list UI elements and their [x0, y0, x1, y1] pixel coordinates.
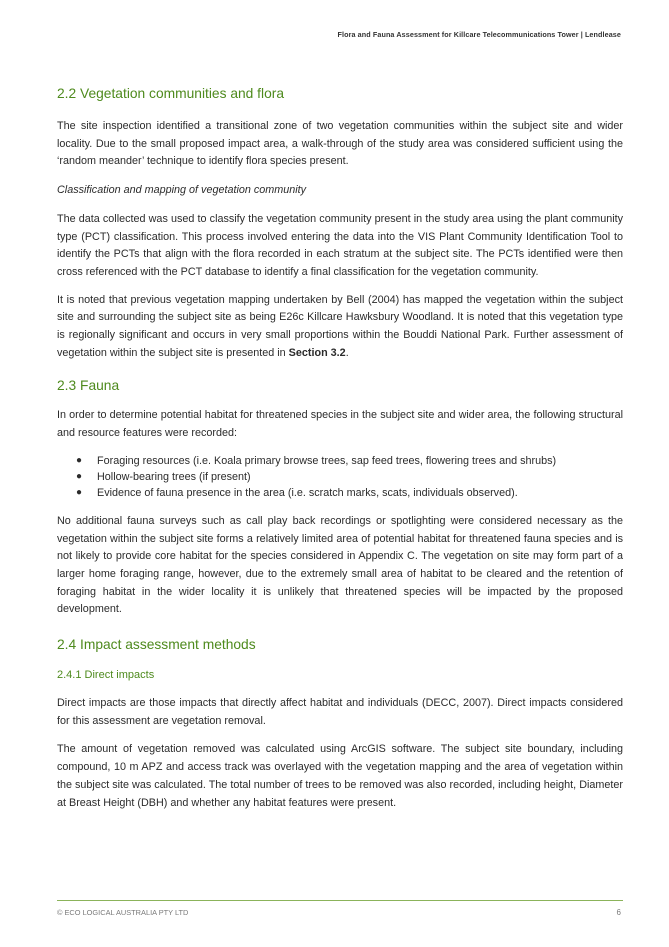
list-item [57, 453, 623, 469]
list-item [57, 485, 623, 501]
paragraph-fauna-surveys: No additional fauna surveys such as call play back recordings or spotlighting were considered necessary as the vegetation within the subject site forms a relatively limited area of potential habitat for threatened fauna species and is not likely to provide core habitat for the species considered in Appendix C. The vegetation on site may form part of a larger home foraging range, however, due to the extremely small area of habitat to be cleared and the retention of foraging habitat in the wider locality it is unlikely that threatened species will be impacted by the proposed development. [57, 514, 623, 616]
list-item-text: Foraging resources (i.e. Koala primary browse trees, sap feed trees, flowering trees and shrubs) [97, 454, 557, 467]
section-heading-vegetation: 2.2 Vegetation communities and flora [57, 86, 285, 101]
footer-copyright: © ECO LOGICAL AUSTRALIA PTY LTD [57, 908, 189, 917]
subheading-classification: Classification and mapping of vegetation community [57, 184, 307, 197]
bullet-icon: ● [76, 486, 83, 498]
footer-rule [57, 900, 623, 901]
running-header: Flora and Fauna Assessment for Killcare Telecommunications Tower | Lendlease [337, 30, 621, 39]
paragraph-previous-mapping [57, 292, 623, 363]
paragraph-end-punctuation: . [345, 346, 349, 359]
paragraph-site-inspection: The site inspection identified a transitional zone of two vegetation communities within the subject site and wider locality. Due to the small proposed impact area, a walk-through of the study area was considered sufficient using the ‘random meander’ technique to identify flora species present. [57, 120, 623, 168]
paragraph-fauna-intro: In order to determine potential habitat for threatened species in the subject site and wider area, the following structural and resource features were recorded: [57, 409, 623, 440]
paragraph-pct-classification: The data collected was used to classify the vegetation community present in the study area using the plant community type (PCT) classification. This process involved entering the data into the VIS Plant Community Identification Tool to identify the PCTs that align with the flora recorded in each stratum at the subject site. The PCTs identified were then cross referenced with the PCT database to identify a final classification for the vegetation community. [57, 212, 623, 278]
section-heading-fauna: 2.3 Fauna [57, 378, 120, 394]
paragraph-vegetation-removed: The amount of vegetation removed was calculated using ArcGIS software. The subject site boundary, including compound, 10 m APZ and access track was overlayed with the vegetation mapping and the area of vegetation within the subject site was calculated. The total number of trees to be removed was also recorded, including height, Diameter at Breast Height (DBH) and whether any habitat features were present. [57, 743, 623, 809]
page-content [57, 84, 623, 812]
list-item [57, 469, 623, 485]
paragraph-direct-impacts: Direct impacts are those impacts that directly affect habitat and individuals (DECC, 2007). Direct impacts considered for this assessment are vegetation removal. [57, 697, 623, 727]
subsection-heading-direct-impacts: 2.4.1 Direct impacts [57, 669, 155, 682]
page-number: 6 [616, 908, 621, 917]
paragraph-previous-mapping-text: It is noted that previous vegetation mapping undertaken by Bell (2004) has mapped the vegetation within the subject site and surrounding the subject site as being E26c Killcare Hawksbury Woodland. It is noted that this vegetation type is regionally significant and occurs in very small proportions within the Bouddi National Park. Further assessment of vegetation within the subject site is presented in [57, 293, 623, 359]
list-item-text: Hollow-bearing trees (if present) [97, 470, 251, 483]
bullet-icon: ● [76, 470, 83, 482]
fauna-feature-list [57, 453, 623, 501]
section-reference: Section 3.2 [288, 346, 346, 359]
bullet-icon: ● [76, 454, 83, 466]
list-item-text: Evidence of fauna presence in the area (i.e. scratch marks, scats, individuals observed). [97, 486, 518, 499]
section-heading-impact: 2.4 Impact assessment methods [57, 637, 256, 653]
